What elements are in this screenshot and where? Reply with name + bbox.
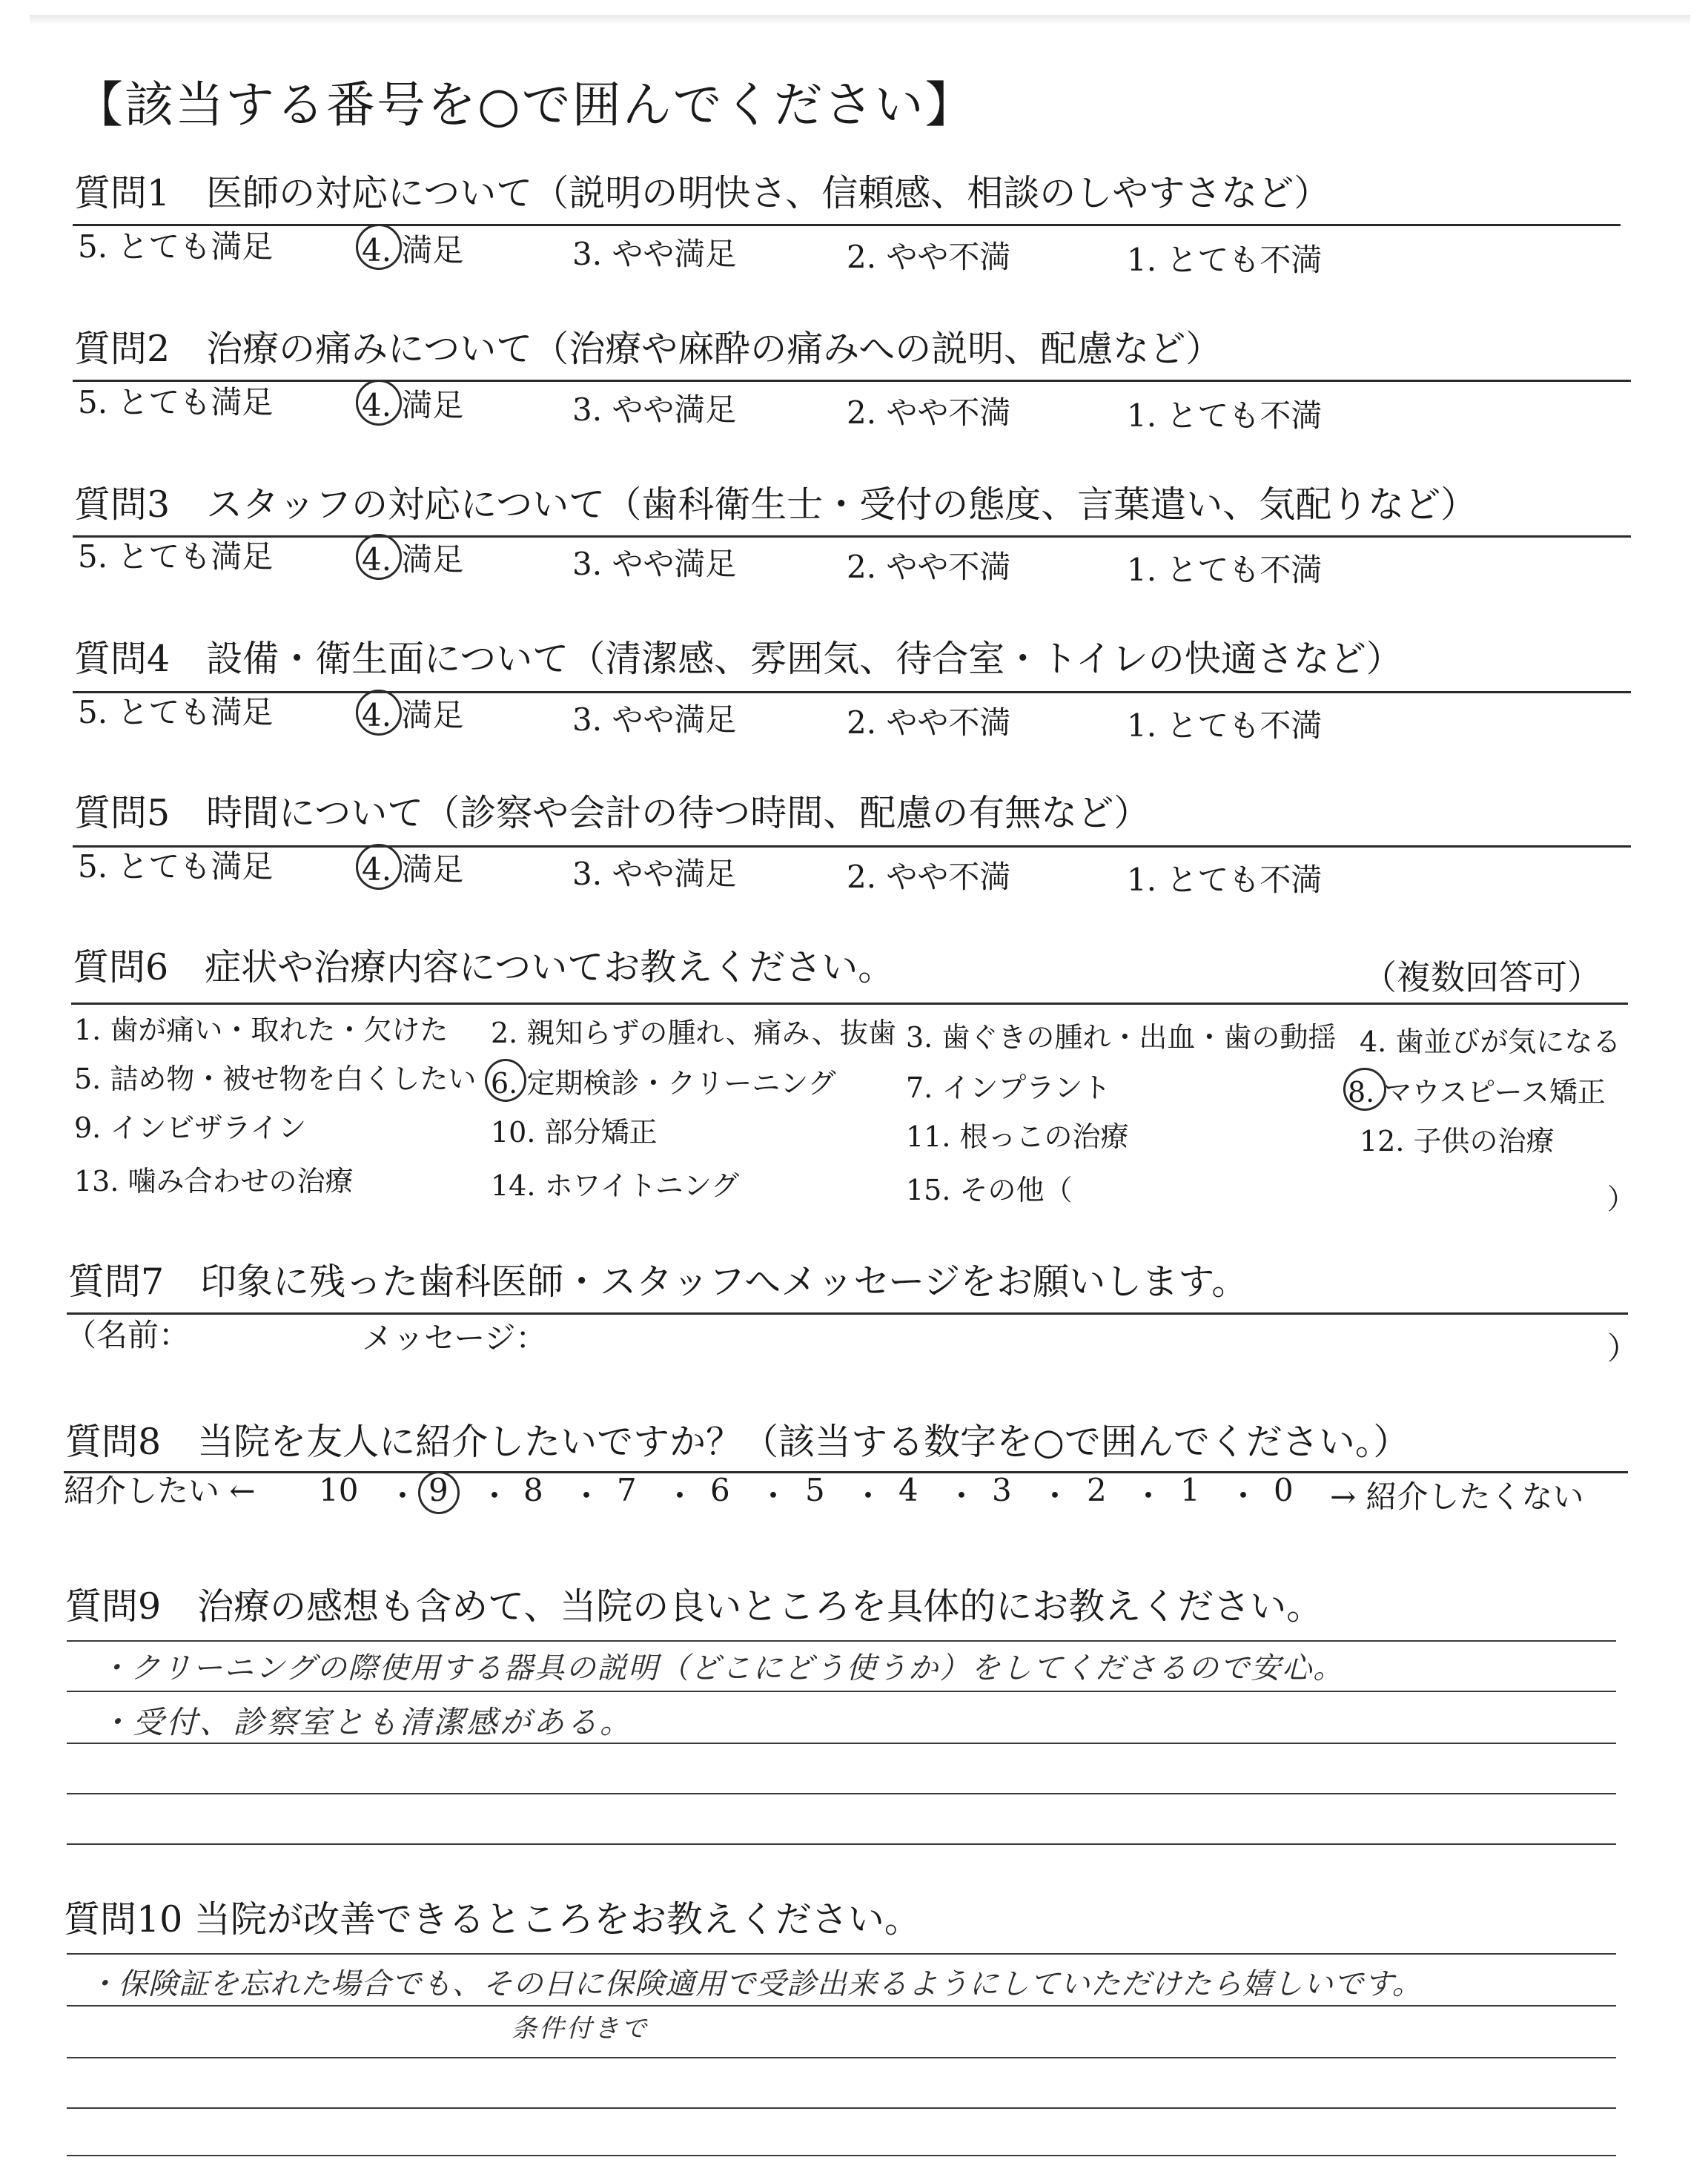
q8-right-label: → 紹介したくない [1330, 1479, 1584, 1515]
q8-scale-5[interactable]: 5 [805, 1472, 825, 1508]
q10-answer-line [67, 1953, 1616, 1955]
q9-answer-1: ・クリーニングの際使用する器具の説明（どこにどう使うか）をしてくださるので安心。 [99, 1651, 1345, 1685]
q4-option-4[interactable]: 4. 満足 [362, 697, 464, 733]
q6-option-2[interactable]: 2. 親知らずの腫れ、痛み、抜歯 [491, 1017, 896, 1049]
q8-separator: ・ [387, 1478, 419, 1514]
question-6-note: （複数回答可） [1363, 957, 1601, 997]
q8-separator: ・ [1228, 1478, 1260, 1514]
question-1-rule [73, 224, 1621, 226]
q7-close-paren: ） [1607, 1330, 1639, 1367]
q8-separator: ・ [1133, 1478, 1165, 1514]
question-2-rule [73, 380, 1631, 382]
q6-option-6[interactable]: 6. 定期検診・クリーニング [491, 1067, 836, 1100]
q6-option-1[interactable]: 1. 歯が痛い・取れた・欠けた [74, 1014, 448, 1046]
q3-selected-circle [356, 534, 402, 580]
q9-answer-line [67, 1743, 1616, 1744]
question-6-title: 質問6 症状や治療内容についてお教えください。 [73, 946, 895, 988]
q10-answer-line [67, 2005, 1616, 2007]
question-3-title: 質問3 スタッフの対応について（歯科衛生士・受付の態度、言葉遣い、気配りなど） [74, 483, 1477, 526]
q10-answer-line [67, 2155, 1616, 2156]
q10-answer-line [67, 2107, 1616, 2109]
q8-separator: ・ [1039, 1478, 1071, 1514]
q8-scale-0[interactable]: 0 [1274, 1472, 1294, 1508]
q6-option-4[interactable]: 4. 歯並びが気になる [1360, 1025, 1621, 1058]
q3-option-1[interactable]: 1. とても不満 [1127, 552, 1323, 588]
q1-selected-circle [356, 224, 402, 270]
q6-option-8[interactable]: 8. マウスピース矯正 [1348, 1076, 1606, 1109]
q8-scale-4[interactable]: 4 [898, 1472, 918, 1508]
q5-option-3[interactable]: 3. やや満足 [572, 856, 737, 892]
q8-scale-7[interactable]: 7 [617, 1472, 637, 1508]
q8-left-label: 紹介したい ← [64, 1473, 256, 1509]
q6-option-15[interactable]: 15. その他（ [906, 1174, 1073, 1206]
q7-name-label: （名前： [65, 1317, 191, 1353]
q1-option-3[interactable]: 3. やや満足 [572, 236, 737, 272]
question-3-rule [73, 535, 1631, 538]
q8-selected-circle [418, 1471, 460, 1514]
question-6-rule [71, 1003, 1628, 1005]
q6-option-11[interactable]: 11. 根っこの治療 [906, 1120, 1129, 1153]
q8-separator: ・ [479, 1478, 511, 1514]
question-8-title: 質問8 当院を友人に紹介したいですか？（該当する数字を○で囲んでください。） [65, 1421, 1410, 1463]
q9-answer-line [67, 1640, 1616, 1642]
q9-answer-2: ・受付、診察室とも清潔感がある。 [99, 1704, 634, 1740]
q1-option-2[interactable]: 2. やや不満 [847, 239, 1011, 275]
question-4-rule [73, 691, 1631, 693]
q6-option-12[interactable]: 12. 子供の治療 [1360, 1125, 1555, 1157]
q2-option-1[interactable]: 1. とても不満 [1127, 397, 1323, 434]
question-1-title: 質問1 医師の対応について（説明の明快さ、信頼感、相談のしやすさなど） [74, 172, 1331, 214]
q4-option-1[interactable]: 1. とても不満 [1127, 707, 1323, 744]
q6-option-5[interactable]: 5. 詰め物・被せ物を白くしたい [74, 1063, 477, 1095]
q2-option-4[interactable]: 4. 満足 [362, 387, 464, 423]
q4-selected-circle [356, 690, 402, 736]
q8-scale-3[interactable]: 3 [992, 1472, 1012, 1508]
q9-answer-line [67, 1691, 1616, 1692]
question-2-title: 質問2 治療の痛みについて（治療や麻酔の痛みへの説明、配慮など） [74, 328, 1222, 370]
q6-option-8-circle [1343, 1068, 1386, 1111]
q3-option-3[interactable]: 3. やや満足 [572, 546, 737, 582]
q10-answer-line [67, 2057, 1616, 2058]
q4-option-3[interactable]: 3. やや満足 [572, 701, 737, 738]
q3-option-5[interactable]: 5. とても満足 [78, 538, 274, 575]
q8-scale-1[interactable]: 1 [1180, 1472, 1200, 1508]
q8-separator: ・ [664, 1478, 696, 1514]
q6-option-15-close: ） [1607, 1183, 1636, 1215]
q4-option-5[interactable]: 5. とても満足 [78, 694, 274, 730]
q6-option-6-circle [485, 1059, 526, 1102]
q5-option-4[interactable]: 4. 満足 [362, 851, 464, 888]
scan-edge [30, 15, 1690, 25]
q2-selected-circle [356, 380, 402, 426]
q5-option-5[interactable]: 5. とても満足 [78, 848, 274, 885]
q2-option-2[interactable]: 2. やや不満 [847, 394, 1011, 431]
q8-scale-9[interactable]: 9 [428, 1472, 448, 1508]
question-5-title: 質問5 時間について（診察や会計の待つ時間、配慮の有無など） [74, 792, 1151, 834]
q1-option-5[interactable]: 5. とても満足 [78, 228, 274, 265]
q1-option-1[interactable]: 1. とても不満 [1127, 242, 1323, 278]
q8-separator: ・ [571, 1478, 603, 1514]
q2-option-3[interactable]: 3. やや満足 [572, 392, 737, 428]
q8-scale-8[interactable]: 8 [523, 1472, 543, 1508]
q6-option-10[interactable]: 10. 部分矯正 [491, 1116, 658, 1149]
q8-scale-10[interactable]: 10 [319, 1472, 359, 1508]
q6-option-14[interactable]: 14. ホワイトニング [491, 1169, 740, 1202]
q7-message-label: メッセージ： [362, 1320, 547, 1356]
q4-option-2[interactable]: 2. やや不満 [847, 704, 1011, 741]
q8-scale-2[interactable]: 2 [1087, 1472, 1107, 1508]
q1-option-4[interactable]: 4. 満足 [362, 232, 464, 268]
q3-option-4[interactable]: 4. 満足 [362, 541, 464, 578]
q6-option-3[interactable]: 3. 歯ぐきの腫れ・出血・歯の動揺 [906, 1021, 1337, 1054]
q8-separator: ・ [946, 1478, 978, 1514]
question-5-rule [73, 845, 1631, 848]
q9-answer-line [67, 1843, 1616, 1845]
question-9-title: 質問9 治療の感想も含めて、当院の良いところを具体的にお教えください。 [65, 1585, 1323, 1628]
question-10-title: 質問10 当院が改善できるところをお教えください。 [64, 1898, 921, 1941]
page-heading: 【該当する番号を○で囲んでください】 [74, 76, 976, 133]
q6-option-13[interactable]: 13. 噛み合わせの治療 [74, 1165, 354, 1198]
question-7-title: 質問7 印象に残った歯科医師・スタッフへメッセージをお願いします。 [68, 1261, 1248, 1303]
q10-insertion: 条件付きで [512, 2014, 649, 2044]
q6-option-9[interactable]: 9. インビザライン [74, 1112, 307, 1144]
q8-separator: ・ [853, 1478, 884, 1514]
q5-option-1[interactable]: 1. とても不満 [1127, 862, 1323, 898]
q3-option-2[interactable]: 2. やや不満 [847, 549, 1011, 585]
q5-selected-circle [356, 844, 402, 890]
q8-separator: ・ [758, 1478, 790, 1514]
q6-option-7[interactable]: 7. インプラント [906, 1071, 1111, 1104]
q8-scale-6[interactable]: 6 [710, 1472, 730, 1508]
q9-answer-line [67, 1793, 1616, 1794]
q5-option-2[interactable]: 2. やや不満 [847, 859, 1011, 895]
question-7-rule [67, 1312, 1628, 1315]
q10-answer-1: ・保険証を忘れた場合でも、その日に保険適用で受診出来るようにしていただけたら嬉しいです。 [87, 1967, 1423, 2001]
q2-option-5[interactable]: 5. とても満足 [78, 384, 274, 420]
question-4-title: 質問4 設備・衛生面について（清潔感、雰囲気、待合室・トイレの快適さなど） [74, 638, 1403, 680]
